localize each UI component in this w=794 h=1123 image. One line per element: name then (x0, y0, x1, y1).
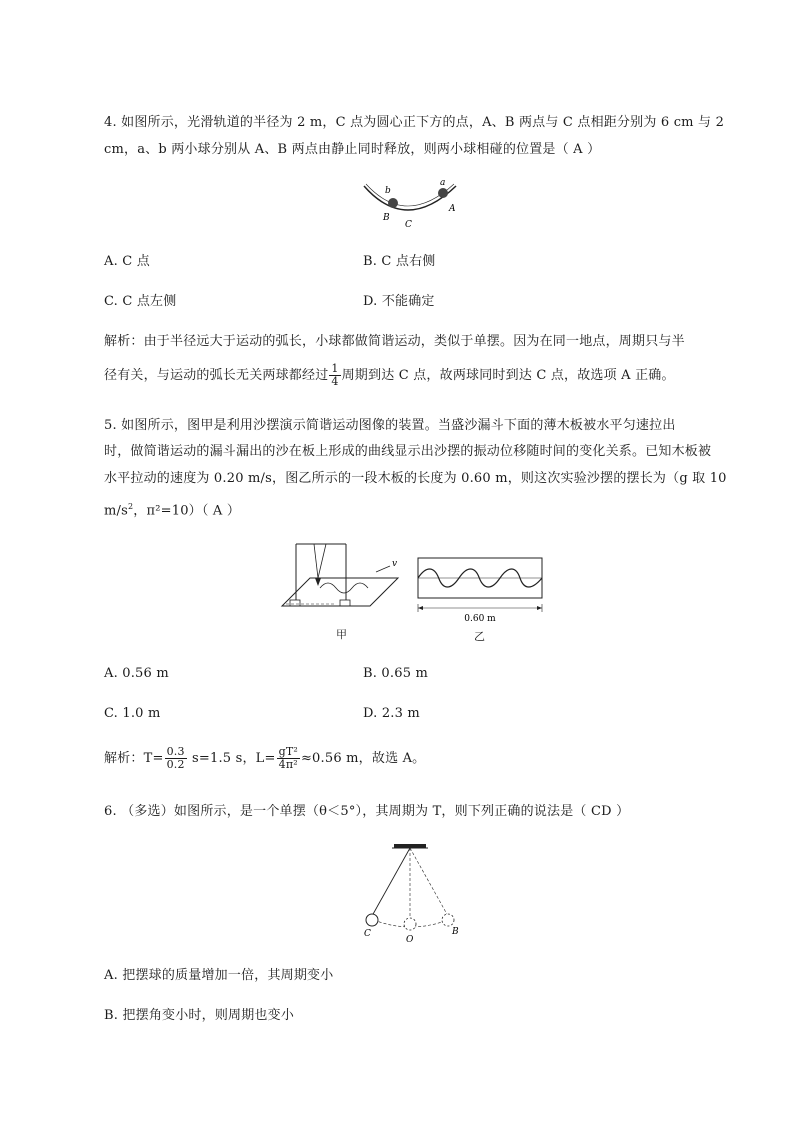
q4-analysis-post: 周期到达 C 点，故两球同时到达 C 点，故选项 A 正确。 (341, 368, 675, 383)
q5-unit: m/s (104, 503, 128, 519)
q5-sand-pendulum-figure (276, 538, 406, 620)
q6-label-C: C (364, 929, 371, 939)
q5-option-a: A. 0.56 m (104, 666, 169, 681)
q5-length-fraction (277, 746, 300, 771)
q4-label-B: B (383, 213, 390, 223)
q5-option-d: D. 2.3 m (363, 706, 420, 721)
q5-unit-exponent: 2 (127, 502, 134, 511)
q5-analysis (104, 744, 425, 774)
q5-velocity-label: v (392, 559, 398, 569)
q4-analysis-pre: 径有关，与运动的弧长无关两球都经过 (104, 368, 329, 383)
q4-option-a: A. C 点 (104, 254, 150, 269)
q5-stem-line1: 5. 如图所示，图甲是利用沙摆演示简谐运动图像的装置。当盛沙漏斗下面的薄木板被水平匀速拉出 (104, 418, 676, 433)
q4-label-A: A (449, 204, 456, 214)
q5-board-trace-figure (416, 556, 544, 626)
q4-option-b: B. C 点右侧 (363, 254, 436, 269)
q5-analysis-post: ≈0.56 m，故选 A。 (300, 751, 426, 766)
q5-stem-tail: ，π²=10）（ A ） (133, 503, 241, 519)
q5-analysis-mid: s=1.5 s，L= (187, 751, 276, 766)
q4-stem-line1: 4. 如图所示，光滑轨道的半径为 2 m，C 点为圆心正下方的点，A、B 两点与 C 点相距分别为 6 cm 与 2 (104, 115, 725, 130)
q5-period-fraction (165, 746, 187, 771)
q5-frac1-den: 0.2 (166, 758, 185, 771)
q5-caption-yi: 乙 (474, 630, 485, 643)
q6-pendulum-figure (356, 842, 466, 946)
q4-analysis-line2 (104, 362, 675, 390)
q6-option-b: B. 把摆角变小时，则周期也变小 (104, 1008, 295, 1023)
q4-stem-line2: cm，a、b 两小球分别从 A、B 两点由静止同时释放，则两小球相碰的位置是（ A ） (104, 142, 601, 157)
q5-option-c: C. 1.0 m (104, 706, 161, 721)
q5-stem-line3: 水平拉动的速度为 0.20 m/s，图乙所示的一段木板的长度为 0.60 m，则这次实验沙摆的摆长为（g 取 10 (104, 471, 727, 486)
q5-stem-line4 (104, 497, 240, 521)
q5-stem-line2: 时，做简谐运动的漏斗漏出的沙在板上形成的曲线显示出沙摆的振动位移随时间的变化关系。已知木板被 (104, 444, 712, 459)
q4-label-C: C (405, 220, 412, 230)
q4-option-d: D. 不能确定 (363, 294, 435, 309)
q6-label-O: O (406, 935, 414, 945)
q6-option-a: A. 把摆球的质量增加一倍，其周期变小 (104, 968, 334, 983)
q4-analysis-line1: 解析：由于半径远大于运动的弧长，小球都做简谐运动，类似于单摆。因为在同一地点，周期只与半 (104, 334, 685, 349)
q5-option-b: B. 0.65 m (363, 666, 429, 681)
q4-label-b: b (385, 186, 391, 196)
q4-frac-num: 1 (331, 362, 339, 375)
q4-frac-den: 4 (331, 375, 339, 388)
q4-option-c: C. C 点左侧 (104, 294, 177, 309)
q6-stem-line1: 6. （多选）如图所示，是一个单摆（θ＜5°），其周期为 T，则下列正确的说法是（ CD ） (104, 804, 630, 819)
q5-length-label: 0.60 m (464, 614, 496, 624)
q4-track-figure (356, 176, 466, 232)
q5-analysis-pre: 解析：T= (104, 751, 164, 766)
q5-frac1-num: 0.3 (166, 745, 185, 758)
q4-label-a: a (440, 178, 446, 188)
q5-frac2-den: 4π² (278, 758, 298, 771)
q5-frac2-num: gT² (278, 745, 298, 758)
q4-quarter-fraction (329, 363, 340, 388)
q5-caption-jia: 甲 (336, 628, 347, 641)
q6-label-B: B (452, 927, 459, 937)
